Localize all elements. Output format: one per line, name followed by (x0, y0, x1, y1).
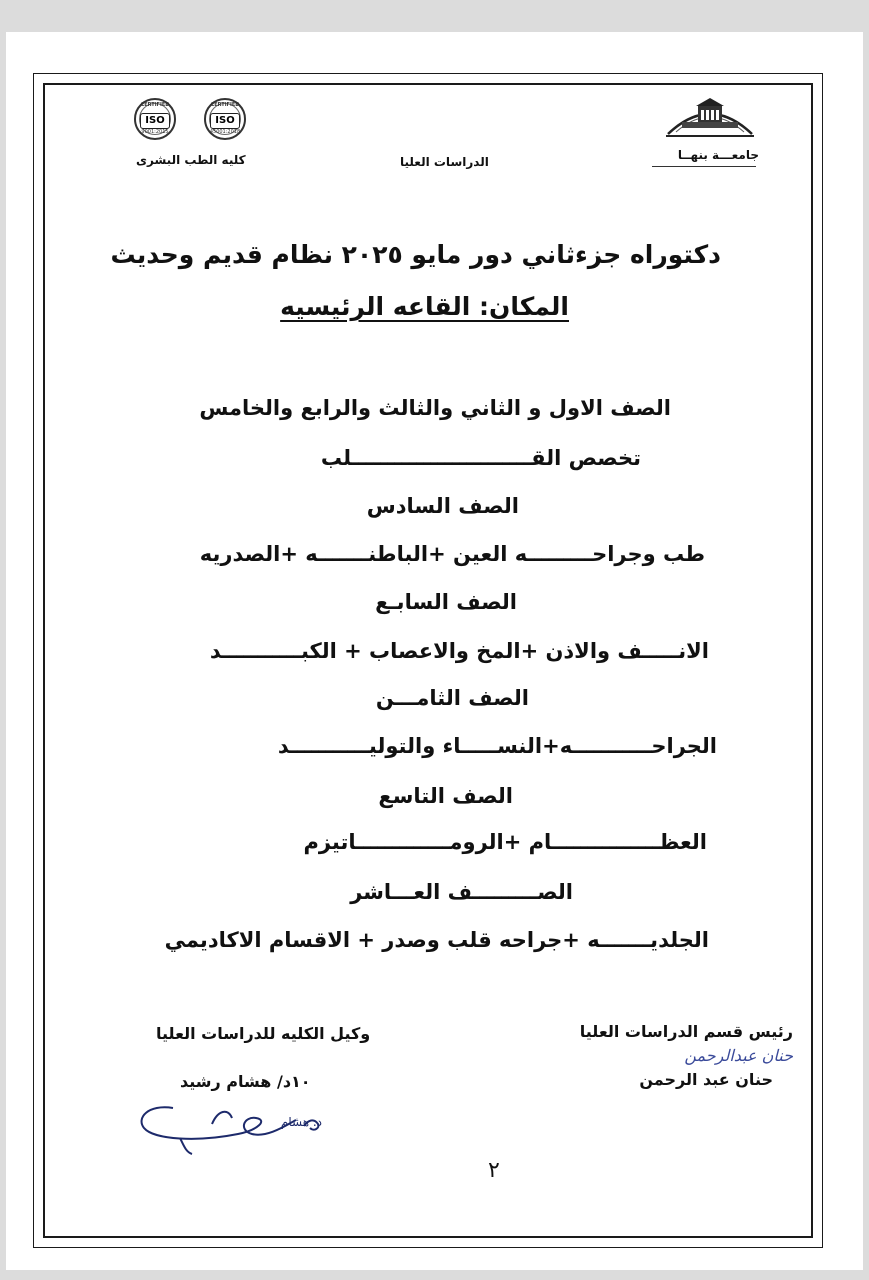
iso-certified-badge: CERTIFIED ISO 45001:2018 (204, 98, 246, 140)
section-content: الجلديـــــــه +جراحه قلب وصدر + الاقسام الاكاديمي (164, 928, 709, 952)
section-heading: الصف السادس (366, 494, 519, 518)
iso-certified-badge: CERTIFIED ISO 9001:2015 (134, 98, 176, 140)
university-name-underline (652, 166, 756, 167)
exam-location: المكان: القاعه الرئيسيه (280, 292, 569, 321)
university-name: جامعـــة بنهــا (677, 148, 759, 162)
department-name: الدراسات العليا (400, 155, 489, 169)
page-number: ٢ (488, 1158, 500, 1183)
section-content: العظـــــــــــــــام +الرومـــــــــــــاتيزم (303, 830, 707, 854)
section-heading: الصـــــــــف العـــاشر (350, 880, 573, 904)
signatory-name-right: حنان عبد الرحمن (639, 1070, 773, 1089)
section-content: الانـــــف والاذن +المخ والاعصاب + الكبـــــــــــد (209, 639, 709, 663)
section-content: الجراحـــــــــــه+النســـــاء والتوليـــــــــــد (277, 734, 717, 758)
section-heading: الصف التاسع (378, 784, 513, 808)
exam-title: دكتوراه جزءثاني دور مايو ٢٠٢٥ نظام قديم وحديث (110, 240, 721, 269)
signatory-name-left: ١٠د/ هشام رشيد (180, 1072, 311, 1091)
faculty-name: كليه الطب البشرى (136, 153, 246, 167)
section-content: طب وجراحـــــــــه العين +الباطنـــــــه +الصدريه (199, 542, 705, 566)
handwritten-signature (128, 1090, 338, 1160)
signatory-title-right: رئيس قسم الدراسات العليا (579, 1022, 793, 1041)
section-heading: الصف الثامـــن (375, 686, 529, 710)
section-heading: الصف السابـع (375, 590, 517, 614)
signatory-title-left: وكيل الكليه للدراسات العليا (156, 1024, 371, 1043)
handwritten-name-right: حنان عبدالرحمن (684, 1046, 793, 1065)
signature-initials: د. هشام (280, 1115, 322, 1129)
section-content: تخصص القـــــــــــــــــــــــــلب (320, 446, 641, 470)
section-heading: الصف الاول و الثاني والثالث والرابع والخامس (199, 396, 671, 420)
benha-university-logo (660, 92, 760, 142)
